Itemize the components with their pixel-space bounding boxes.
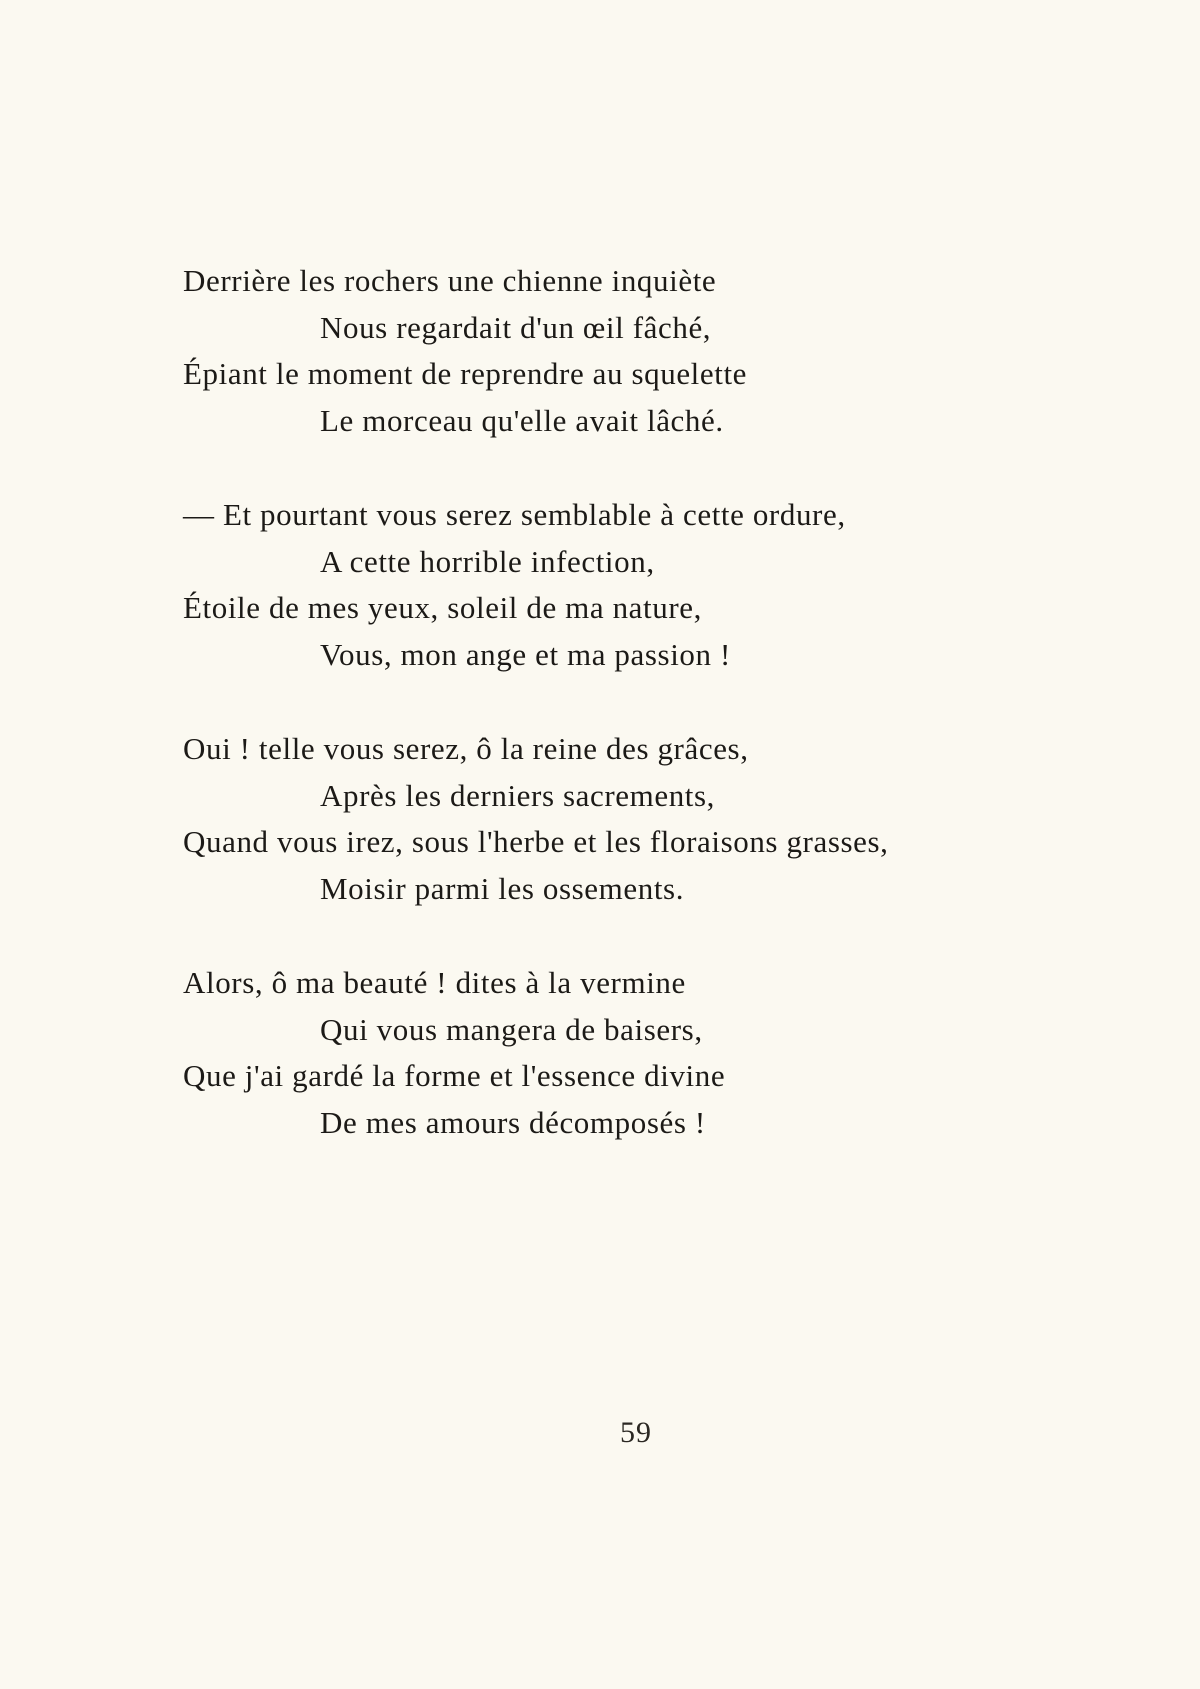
poem-body xyxy=(183,258,1083,1194)
verse-line: Étoile de mes yeux, soleil de ma nature, xyxy=(183,590,702,625)
verse-line: Épiant le moment de reprendre au squelette xyxy=(183,356,748,391)
stanza-2 xyxy=(183,492,1083,678)
verse-line-indented: Le morceau qu'elle avait lâché. xyxy=(320,402,724,438)
verse-line: — Et pourtant vous serez semblable à cette ordure, xyxy=(183,497,846,532)
stanza-4 xyxy=(183,960,1083,1146)
stanza-1 xyxy=(183,258,1083,444)
verse-line: Alors, ô ma beauté ! dites à la vermine xyxy=(183,965,686,1000)
verse-line: Oui ! telle vous serez, ô la reine des grâces, xyxy=(183,731,749,766)
stanza-3 xyxy=(183,726,1083,912)
verse-line-indented: Nous regardait d'un œil fâché, xyxy=(320,309,712,345)
verse-line-indented: Après les derniers sacrements, xyxy=(320,777,716,813)
verse-line-indented: Vous, mon ange et ma passion ! xyxy=(320,636,731,672)
verse-line-indented: De mes amours décomposés ! xyxy=(320,1104,706,1140)
verse-line-indented: Moisir parmi les ossements. xyxy=(320,870,685,906)
verse-line-indented: A cette horrible infection, xyxy=(320,543,655,579)
verse-line: Derrière les rochers une chienne inquiète xyxy=(183,263,717,298)
page-number: 59 xyxy=(620,1416,652,1449)
verse-line-indented: Qui vous mangera de baisers, xyxy=(320,1011,703,1047)
verse-line: Que j'ai gardé la forme et l'essence divine xyxy=(183,1058,726,1093)
verse-line: Quand vous irez, sous l'herbe et les floraisons grasses, xyxy=(183,824,889,859)
